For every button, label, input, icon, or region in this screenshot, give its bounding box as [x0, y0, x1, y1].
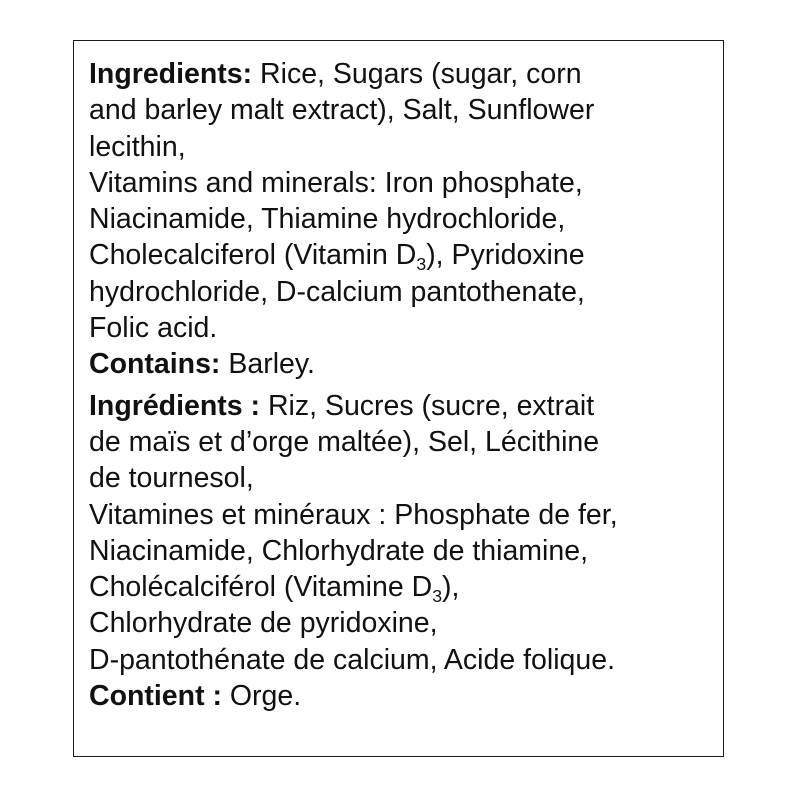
en-line-7: hydrochloride, D-calcium pantothenate,	[89, 275, 585, 308]
en-text-6a: Cholecalciferol (Vitamin D	[89, 239, 417, 272]
en-contains-value: Barley.	[228, 348, 315, 381]
en-line-2: and barley malt extract), Salt, Sunflower	[89, 94, 595, 127]
fr-contains-value: Orge.	[229, 680, 302, 713]
fr-line-6	[89, 569, 729, 605]
fr-text-6b: ),	[442, 571, 460, 604]
fr-text-1: Riz, Sucres (sucre, extrait	[267, 389, 595, 422]
english-section	[89, 56, 729, 383]
en-contains-line	[89, 346, 729, 382]
en-text-1: Rice, Sugars (sugar, corn	[260, 58, 582, 90]
fr-subscript: 3	[432, 586, 443, 607]
fr-contains-line	[89, 678, 729, 714]
fr-line-4: Vitamines et minéraux : Phosphate de fer,	[89, 498, 618, 531]
en-line-5: Niacinamide, Thiamine hydrochloride,	[89, 203, 566, 236]
en-ingredients-label: Ingredients:	[89, 58, 253, 90]
fr-text-6a: Cholécalciférol (Vitamine D	[89, 571, 433, 604]
fr-line-1	[89, 388, 729, 424]
fr-line-3: de tournesol,	[89, 462, 254, 495]
en-line-8: Folic acid.	[89, 312, 218, 345]
en-contains-label: Contains:	[89, 348, 221, 381]
fr-contains-label: Contient :	[89, 680, 222, 713]
en-line-4: Vitamins and minerals: Iron phosphate,	[89, 166, 583, 199]
fr-ingredients-label: Ingrédients :	[89, 389, 261, 422]
en-line-6	[89, 237, 729, 273]
fr-line-5: Niacinamide, Chlorhydrate de thiamine,	[89, 534, 589, 567]
en-line-1	[89, 56, 729, 92]
en-text-6b: ), Pyridoxine	[426, 239, 585, 272]
french-section	[89, 388, 729, 715]
en-line-3: lecithin,	[89, 130, 186, 163]
fr-line-2: de maïs et d’orge maltée), Sel, Lécithine	[89, 425, 600, 458]
ingredients-text	[89, 56, 729, 714]
fr-line-7: Chlorhydrate de pyridoxine,	[89, 607, 438, 640]
fr-line-8: D-pantothénate de calcium, Acide folique.	[89, 643, 615, 676]
en-subscript: 3	[416, 254, 427, 275]
